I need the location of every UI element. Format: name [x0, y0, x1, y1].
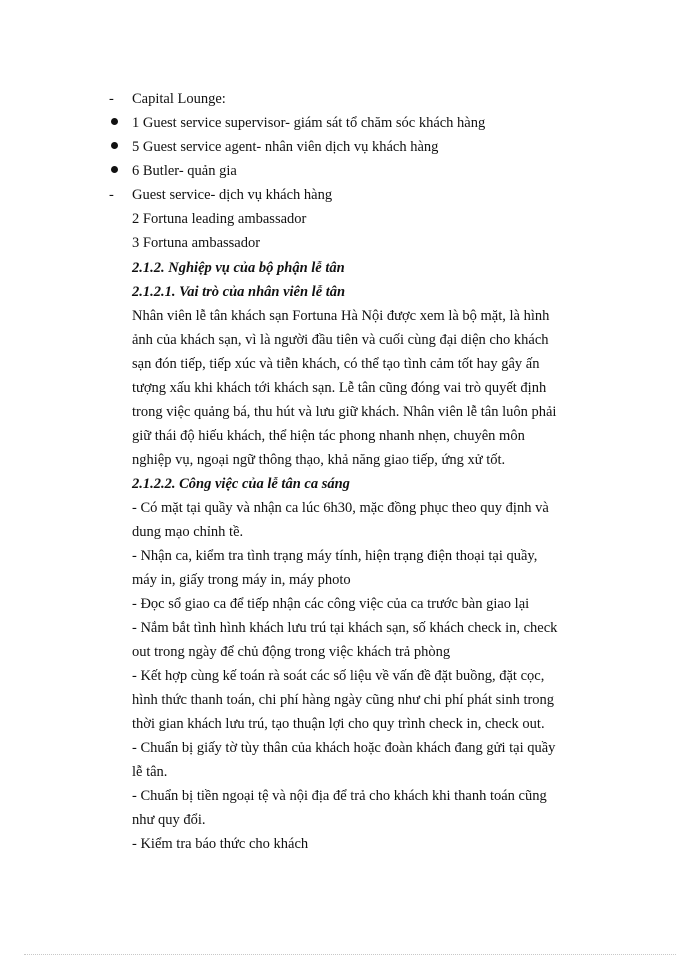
paragraph-line: tượng xấu khi khách tới khách sạn. Lễ tân cũng đóng vai trò quyết định — [132, 380, 547, 396]
paragraph-line: máy in, giấy trong máy in, máy photo — [132, 572, 351, 588]
list-item: 3 Fortuna ambassador — [132, 235, 261, 251]
section-heading: 2.1.2. Nghiệp vụ của bộ phận lễ tân — [132, 260, 345, 276]
paragraph-line: lễ tân. — [132, 764, 168, 780]
paragraph-line: trong việc quảng bá, thu hút và lưu giữ khách. Nhân viên lễ tân luôn phải — [132, 404, 557, 420]
list-item: 5 Guest service agent- nhân viên dịch vụ khách hàng — [132, 139, 439, 155]
paragraph-line: - Đọc sổ giao ca để tiếp nhận các công việc của ca trước bàn giao lại — [132, 596, 530, 612]
bullet-dot-icon — [111, 142, 118, 149]
bullet-dot-icon — [111, 166, 118, 173]
paragraph-line: hình thức thanh toán, chi phí hàng ngày cũng như chi phí phát sinh trong — [132, 692, 555, 708]
dash-marker: - — [109, 91, 114, 107]
paragraph-line: - Kết hợp cùng kế toán rà soát các số liệu về vấn đề đặt buồng, đặt cọc, — [132, 668, 545, 684]
paragraph-line: sạn đón tiếp, tiếp xúc và tiễn khách, có thể tạo tình cảm tốt hay gây ấn — [132, 356, 540, 372]
list-item: Guest service- dịch vụ khách hàng — [132, 187, 333, 203]
page-bottom-divider — [24, 954, 676, 955]
paragraph-line: - Kiểm tra báo thức cho khách — [132, 836, 309, 852]
paragraph-line: dung mạo chỉnh tề. — [132, 524, 244, 540]
paragraph-line: - Chuẩn bị giấy tờ tùy thân của khách hoặc đoàn khách đang gửi tại quầy — [132, 740, 556, 756]
paragraph-line: ảnh của khách sạn, vì là người đầu tiên và cuối cùng đại diện cho khách — [132, 332, 549, 348]
list-item: 6 Butler- quản gia — [132, 163, 237, 179]
dash-marker: - — [109, 187, 114, 203]
subsection-heading: 2.1.2.2. Công việc của lễ tân ca sáng — [132, 476, 350, 492]
list-item: Capital Lounge: — [132, 91, 226, 107]
paragraph-line: như quy đổi. — [132, 812, 206, 828]
paragraph-line: nghiệp vụ, ngoại ngữ thông thạo, khả năng giao tiếp, ứng xử tốt. — [132, 452, 506, 468]
list-item: 2 Fortuna leading ambassador — [132, 211, 307, 227]
paragraph-line: giữ thái độ hiếu khách, thể hiện tác phong nhanh nhẹn, chuyên môn — [132, 428, 525, 444]
subsection-heading: 2.1.2.1. Vai trò của nhân viên lễ tân — [132, 284, 346, 300]
paragraph-line: - Nhận ca, kiểm tra tình trạng máy tính, hiện trạng điện thoại tại quầy, — [132, 548, 538, 564]
paragraph-line: - Chuẩn bị tiền ngoại tệ và nội địa để trả cho khách khi thanh toán cũng — [132, 788, 547, 804]
paragraph-line: thời gian khách lưu trú, tạo thuận lợi cho quy trình check in, check out. — [132, 716, 545, 732]
paragraph-line: Nhân viên lễ tân khách sạn Fortuna Hà Nội được xem là bộ mặt, là hình — [132, 308, 550, 324]
paragraph-line: - Nắm bắt tình hình khách lưu trú tại khách sạn, số khách check in, check — [132, 620, 558, 636]
paragraph-line: out trong ngày để chủ động trong việc khách trả phòng — [132, 644, 451, 660]
list-item: 1 Guest service supervisor- giám sát tổ chăm sóc khách hàng — [132, 115, 486, 131]
bullet-dot-icon — [111, 118, 118, 125]
paragraph-line: - Có mặt tại quầy và nhận ca lúc 6h30, mặc đồng phục theo quy định và — [132, 500, 549, 516]
